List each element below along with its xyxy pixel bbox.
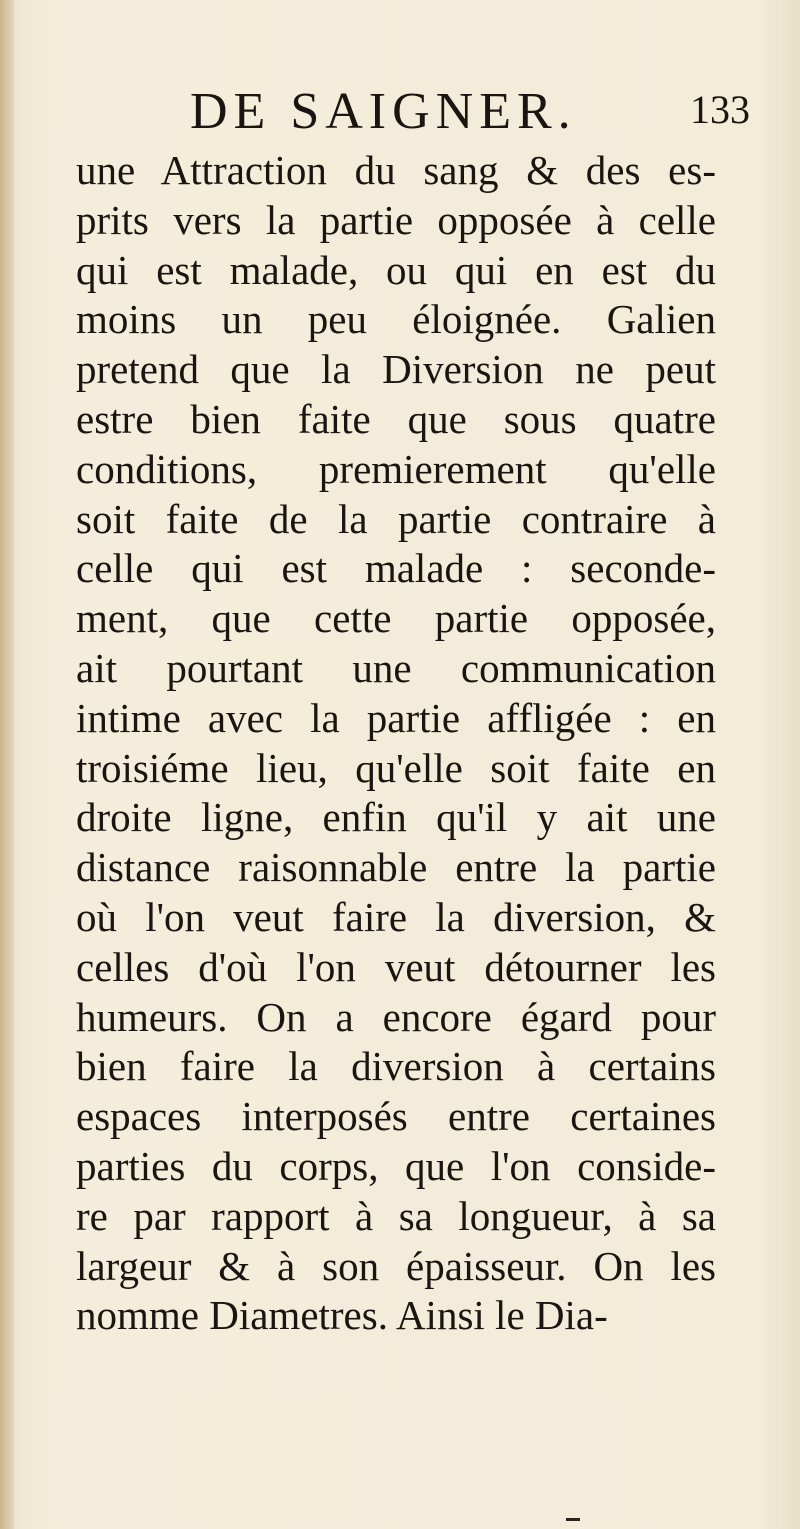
text-line: parties du corps, que l'on conside-: [76, 1142, 716, 1189]
text-line: celle qui est malade : seconde-: [76, 545, 716, 592]
page-gutter: [0, 0, 14, 1529]
text-line: moins un peu éloignée. Galien: [76, 296, 716, 343]
text-line: espaces interposés entre certaines: [76, 1093, 716, 1140]
text-line: bien faire la diversion à certains: [76, 1043, 716, 1090]
page-number: 133: [690, 87, 750, 132]
running-head: DE SAIGNER.: [190, 83, 577, 140]
text-line: une Attraction du sang & des es-: [76, 147, 716, 193]
text-line: soit faite de la partie contraire à: [76, 495, 716, 542]
body-text: [76, 146, 716, 1341]
text-line: prits vers la partie opposée à celle: [76, 196, 716, 243]
text-line: ment, que cette partie opposée,: [76, 595, 716, 642]
text-line: conditions, premierement qu'elle: [76, 445, 716, 492]
text-line: intime avec la partie affligée : en: [76, 694, 716, 741]
text-line: estre bien faite que sous quatre: [76, 395, 716, 442]
text-line: distance raisonnable entre la partie: [76, 844, 716, 891]
text-line: largeur & à son épaisseur. On les: [76, 1242, 716, 1289]
text-line: nomme Diametres. Ainsi le Dia-: [76, 1292, 608, 1339]
text-line: re par rapport à sa longueur, à sa: [76, 1192, 716, 1239]
text-line: celles d'où l'on veut détourner les: [76, 943, 716, 990]
page-header: [0, 82, 800, 142]
text-line: humeurs. On a encore égard pour: [76, 993, 716, 1040]
text-line: où l'on veut faire la diversion, &: [76, 893, 716, 940]
printers-mark: [566, 1518, 580, 1521]
text-line: ait pourtant une communication: [76, 644, 716, 691]
text-line: droite ligne, enfin qu'il y ait une: [76, 794, 716, 841]
text-line: qui est malade, ou qui en est du: [76, 246, 716, 293]
text-line: pretend que la Diversion ne peut: [76, 346, 716, 393]
text-line: troisiéme lieu, qu'elle soit faite en: [76, 744, 716, 791]
